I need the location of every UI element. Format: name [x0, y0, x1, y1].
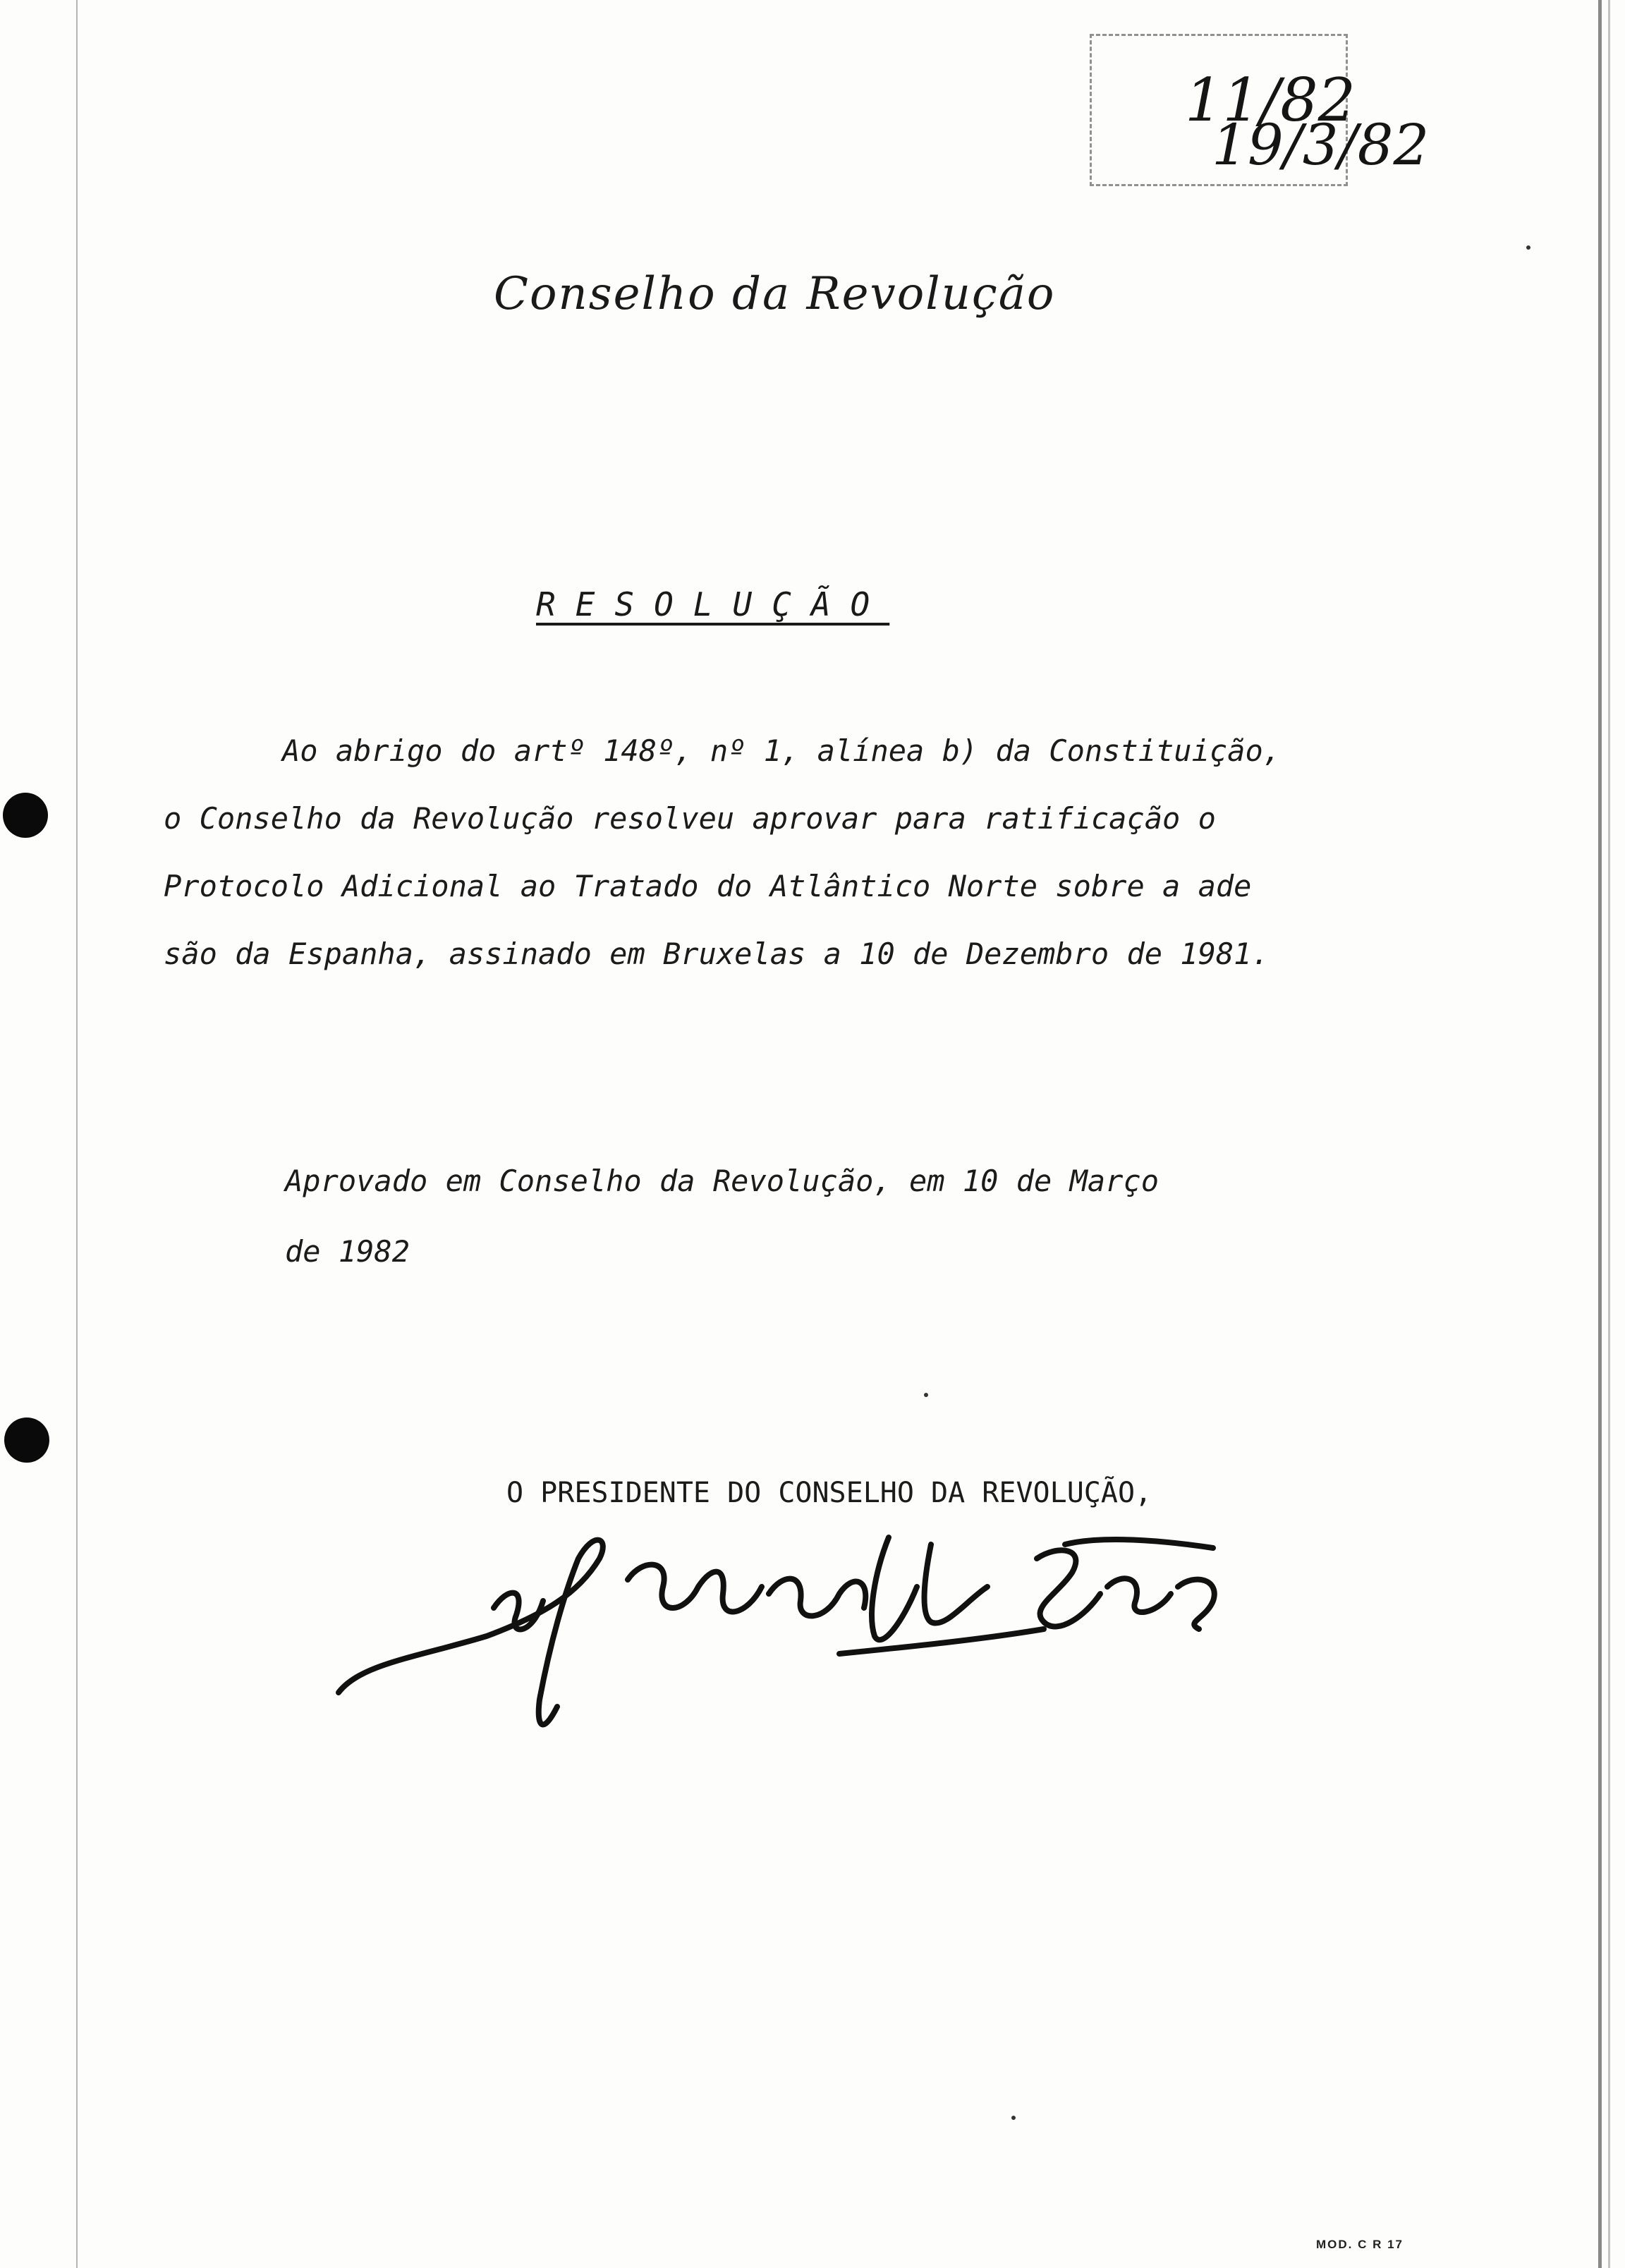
left-margin-rule	[76, 0, 78, 2268]
body-line-1: Ao abrigo do artº 148º, nº 1, alínea b) da Constituição,	[282, 733, 1282, 768]
approval-line-2: de 1982	[285, 1234, 410, 1269]
body-line-3: Protocolo Adicional ao Tratado do Atlântico Norte sobre a ade	[164, 869, 1252, 903]
stamp-number: 11/82	[1185, 66, 1356, 135]
scan-speck	[924, 1393, 928, 1397]
body-line-4: são da Espanha, assinado em Bruxelas a 10 de Dezembro de 1981.	[164, 937, 1270, 971]
document-title: RESOLUÇÃO	[536, 585, 890, 623]
body-line-2: o Conselho da Revolução resolveu aprovar para ratificação o	[164, 801, 1216, 836]
signature	[331, 1516, 1262, 1742]
approval-line-1: Aprovado em Conselho da Revolução, em 10 de Março	[285, 1164, 1160, 1198]
letterhead: Conselho da Revolução	[494, 268, 1056, 320]
right-edge-shadow-secondary	[1608, 0, 1610, 2268]
punch-hole-upper	[3, 793, 48, 838]
right-edge-shadow	[1598, 0, 1602, 2268]
scan-speck	[1011, 2116, 1016, 2120]
form-code: MOD. C R 17	[1316, 2238, 1404, 2251]
scan-speck	[1526, 245, 1530, 250]
stamp-date: 19/3/82	[1212, 112, 1430, 178]
punch-hole-lower	[4, 1418, 49, 1463]
signatory-title: O PRESIDENTE DO CONSELHO DA REVOLUÇÃO,	[506, 1477, 1152, 1509]
